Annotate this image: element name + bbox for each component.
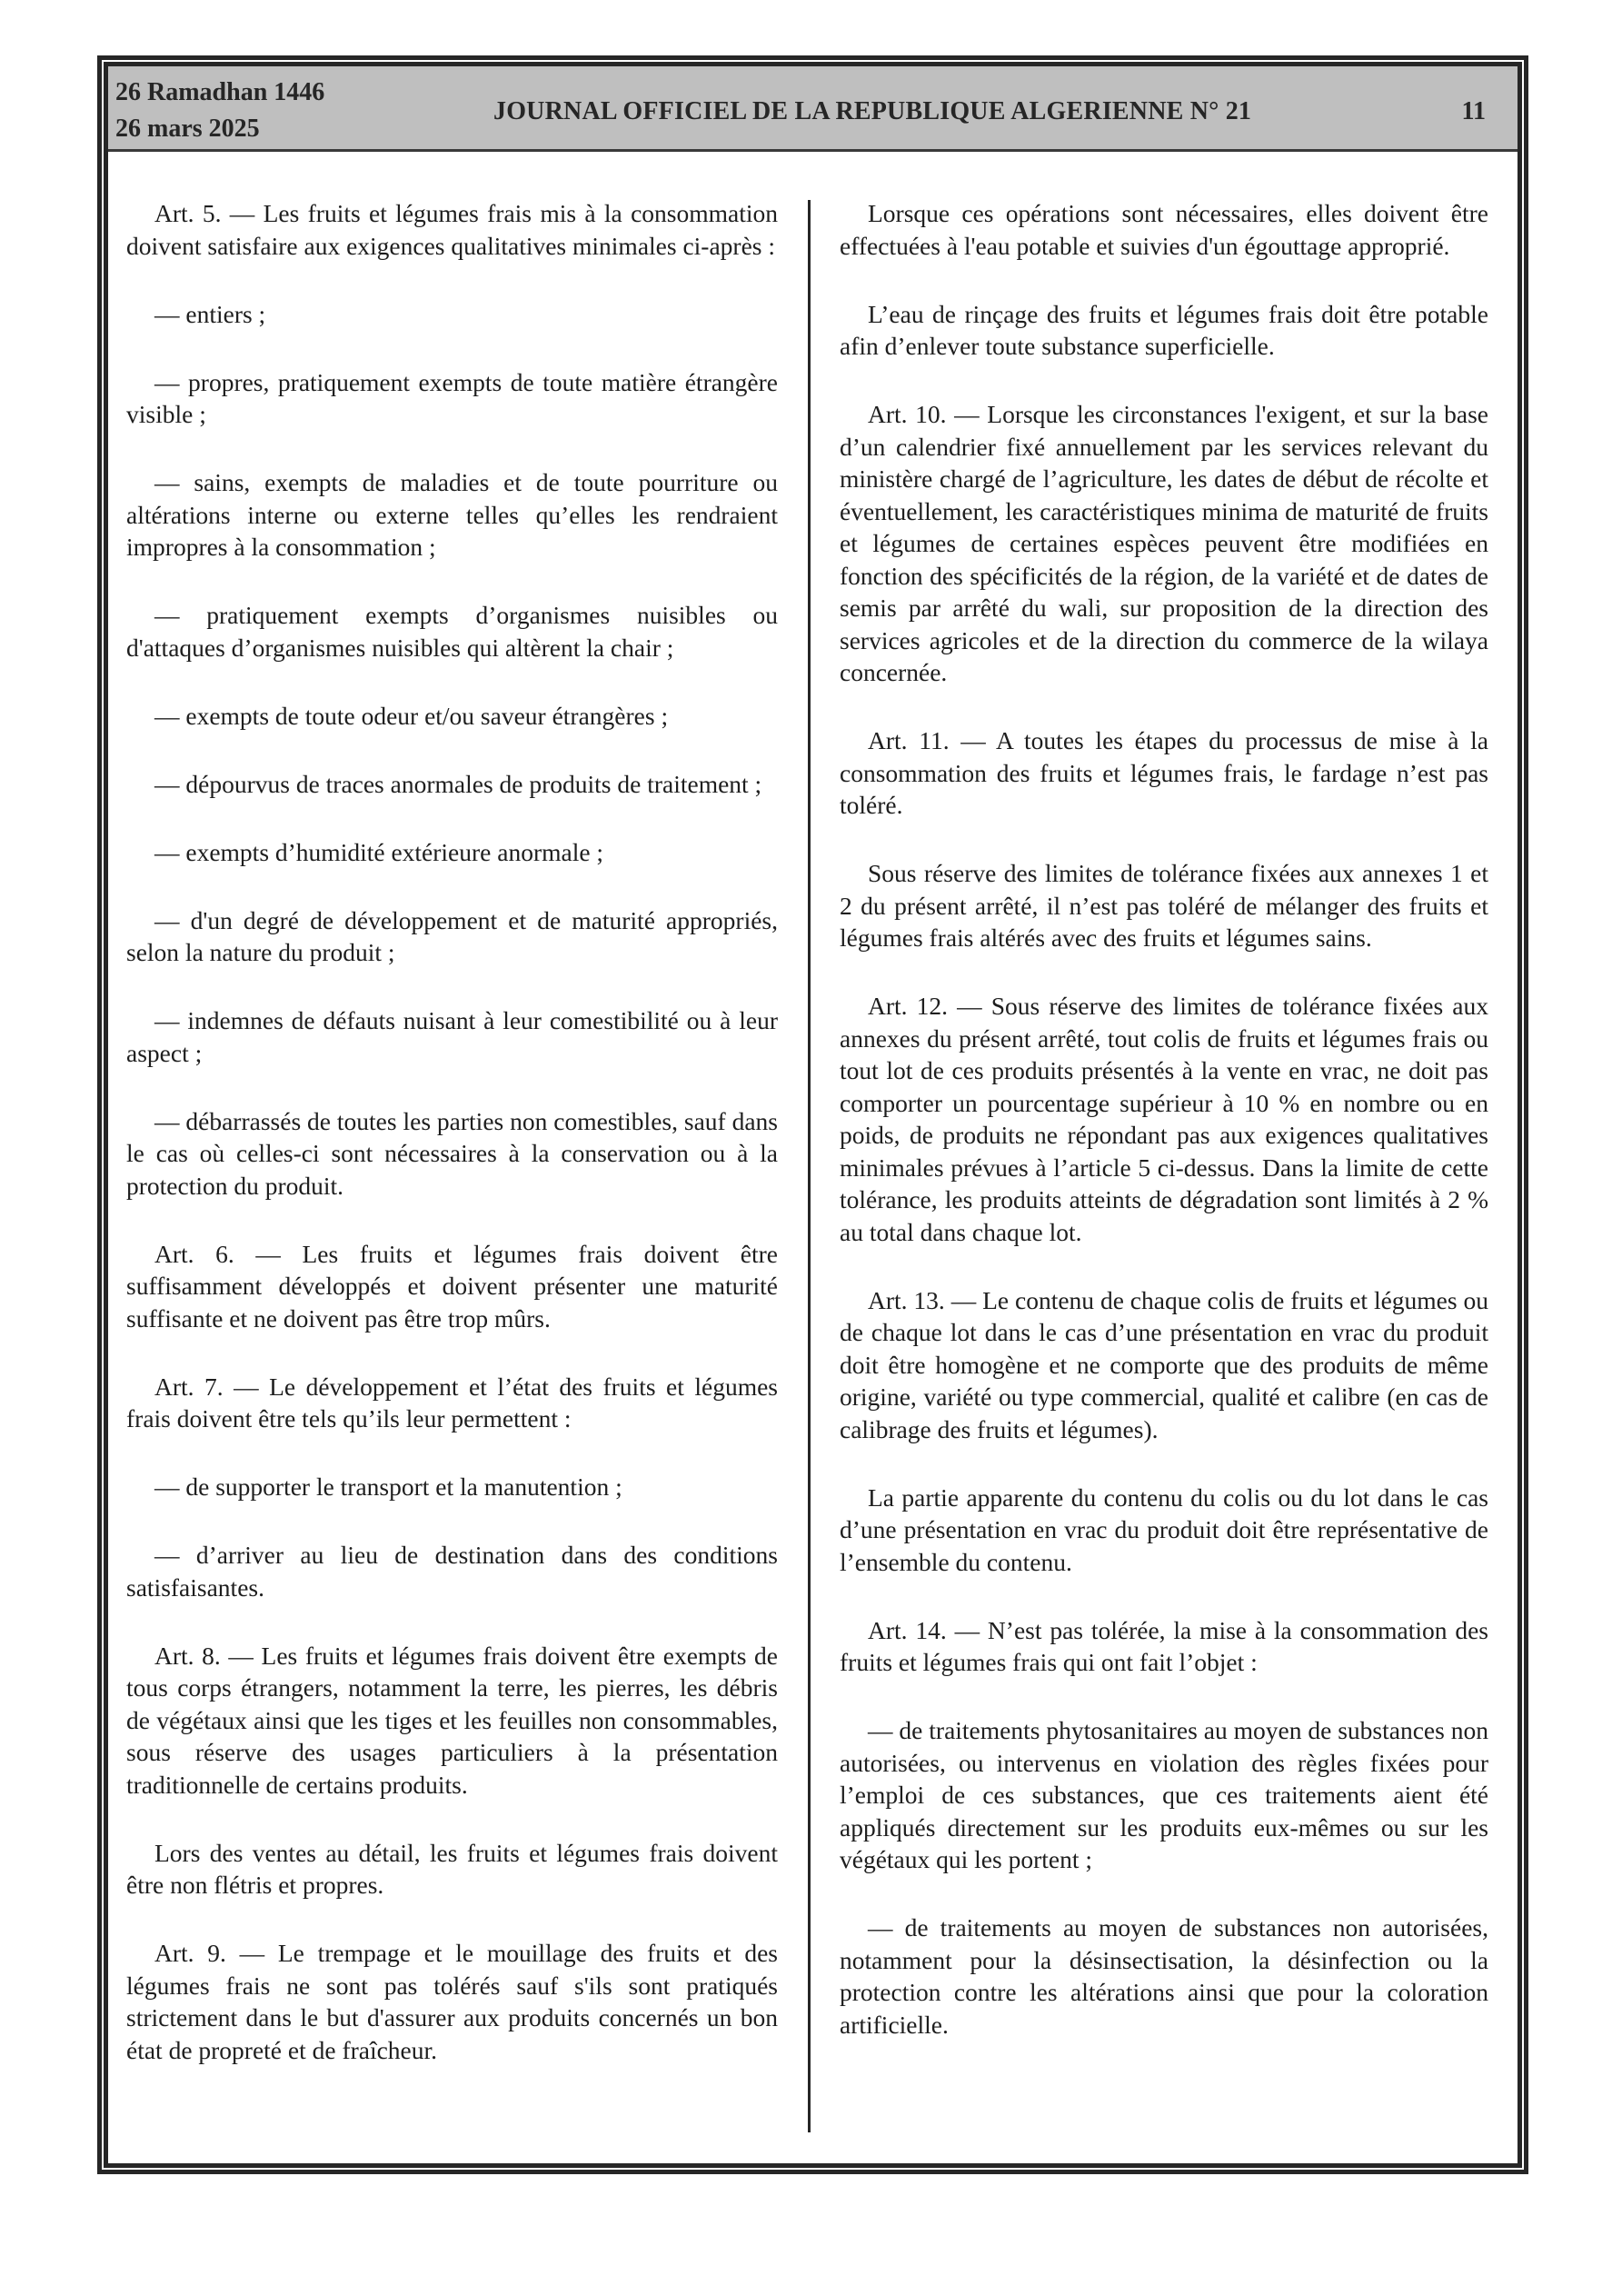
article-paragraph: Art. 12. — Sous réserve des limites de tolérance fixées aux annexes du présent arrêté, tout colis de fruits et légumes frais ou tout lot de ces produits présentés à la vente en vrac, ne doit pas comporter un pourcentage supérieur à 10 % en nombre ou en poids, de produits ne répondant pas aux exigences qualitatives minimales prévues à l’article 5 ci-dessus. Dans la limite de cette tolérance, les produits atteints de dégradation sont limités à 2 % au total dans chaque lot. xyxy=(840,992,1488,1246)
hijri-date: 26 Ramadhan 1446 xyxy=(115,78,325,106)
article-paragraph: Art. 13. — Le contenu de chaque colis de fruits et légumes ou de chaque lot dans le cas d’une présentation en vrac du produit doit être homogène et ne comporte que des produits de même origine, variété ou type commercial, qualité et calibre (en cas de calibrage des fruits et légumes). xyxy=(840,1285,1488,1443)
right-column xyxy=(840,197,1488,2077)
list-item: — exempts de toute odeur et/ou saveur étrangères ; xyxy=(154,701,669,730)
journal-title: JOURNAL OFFICIEL DE LA REPUBLIQUE ALGERIENNE N° 21 xyxy=(493,97,1252,125)
list-item: — propres, pratiquement exempts de toute matière étrangère visible ; xyxy=(126,367,778,428)
list-item: — entiers ; xyxy=(154,299,266,328)
paragraph: Lorsque ces opérations sont nécessaires, elles doivent être effectuées à l'eau potable et suivies d'un égouttage approprié. xyxy=(840,199,1488,260)
article-paragraph: Art. 6. — Les fruits et légumes frais doivent être suffisamment développés et doivent présenter une maturité suffisante et ne doivent pas être trop mûrs. xyxy=(126,1239,778,1333)
list-item: — sains, exempts de maladies et de toute pourriture ou altérations interne ou externe telles qu’elles les rendraient impropres à la consommation ; xyxy=(126,468,778,561)
list-item: — dépourvus de traces anormales de produits de traitement ; xyxy=(154,769,762,798)
paragraph: Sous réserve des limites de tolérance fixées aux annexes 1 et 2 du présent arrêté, il n’est pas toléré de mélanger des fruits et légumes frais altérés avec des fruits et légumes sains. xyxy=(840,859,1488,952)
list-item: — pratiquement exempts d’organismes nuisibles ou d'attaques d’organismes nuisibles qui altèrent la chair ; xyxy=(126,601,778,662)
article-paragraph: Art. 9. — Le trempage et le mouillage des fruits et des légumes frais ne sont pas tolérés sauf s'ils sont pratiqués strictement dans le but d'assurer aux produits concernés un bon état de propreté et de fraîcheur. xyxy=(126,1939,778,2064)
list-item: — de traitements phytosanitaires au moyen de substances non autorisées, ou intervenus en violation des règles fixées pour l’emploi de ces substances, que ces traitements aient été appliqués directement sur les produits eux-mêmes ou sur les végétaux qui les portent ; xyxy=(840,1716,1488,1873)
page-inner-border xyxy=(104,62,1522,2168)
gregorian-date: 26 mars 2025 xyxy=(115,115,260,143)
paragraph: Lors des ventes au détail, les fruits et légumes frais doivent être non flétris et propres. xyxy=(126,1838,778,1899)
list-item: — exempts d’humidité extérieure anormale ; xyxy=(154,837,604,866)
article-paragraph: Art. 14. — N’est pas tolérée, la mise à la consommation des fruits et légumes frais qui ont fait l’objet : xyxy=(840,1615,1488,1676)
article-paragraph: Art. 8. — Les fruits et légumes frais doivent être exempts de tous corps étrangers, notamment la terre, les pierres, les débris de végétaux ainsi que les tiges et les feuilles non consommables, sous réserve des usages particuliers à la présentation traditionnelle de certains produits. xyxy=(126,1641,778,1799)
page-outer-border xyxy=(97,55,1528,2174)
left-column xyxy=(126,197,778,2102)
paragraph: La partie apparente du contenu du colis ou du lot dans le cas d’une présentation en vrac du produit doit être représentative de l’ensemble du contenu. xyxy=(840,1482,1488,1576)
list-item: — d’arriver au lieu de destination dans des conditions satisfaisantes. xyxy=(126,1541,778,1602)
article-paragraph: Art. 11. — A toutes les étapes du processus de mise à la consommation des fruits et légumes frais, le fardage n’est pas toléré. xyxy=(840,726,1488,819)
article-paragraph: Art. 5. — Les fruits et légumes frais mis à la consommation doivent satisfaire aux exigences qualitatives minimales ci-après : xyxy=(126,199,778,260)
paragraph: L’eau de rinçage des fruits et légumes frais doit être potable afin d’enlever toute substance superficielle. xyxy=(840,299,1488,360)
article-paragraph: Art. 7. — Le développement et l’état des fruits et légumes frais doivent être tels qu’ils leur permettent : xyxy=(126,1372,778,1433)
list-item: — de traitements au moyen de substances non autorisées, notamment pour la désinsectisation, la désinfection ou la protection contre les altérations ainsi que pour la coloration artificielle. xyxy=(840,1913,1488,2039)
list-item: — d'un degré de développement et de maturité appropriés, selon la nature du produit ; xyxy=(126,905,778,966)
list-item: — de supporter le transport et la manutention ; xyxy=(154,1472,622,1501)
column-divider xyxy=(808,200,811,2132)
page-number: 11 xyxy=(1461,97,1486,125)
list-item: — indemnes de défauts nuisant à leur comestibilité ou à leur aspect ; xyxy=(126,1006,778,1067)
page-header xyxy=(108,66,1518,152)
list-item: — débarrassés de toutes les parties non comestibles, sauf dans le cas où celles-ci sont nécessaires à la conservation ou à la protection du produit. xyxy=(126,1106,778,1200)
article-paragraph: Art. 10. — Lorsque les circonstances l'exigent, et sur la base d’un calendrier fixé annuellement par les services relevant du ministère chargé de l’agriculture, les dates de début de récolte et éventuellement, les caractéristiques minima de maturité de fruits et légumes de certaines espèces peuvent être modifiées en fonction des spécificités de la région, de la variété et de dates de semis par arrêté du wali, sur proposition de la direction des services agricoles et de la direction du commerce de la wilaya concernée. xyxy=(840,400,1488,686)
